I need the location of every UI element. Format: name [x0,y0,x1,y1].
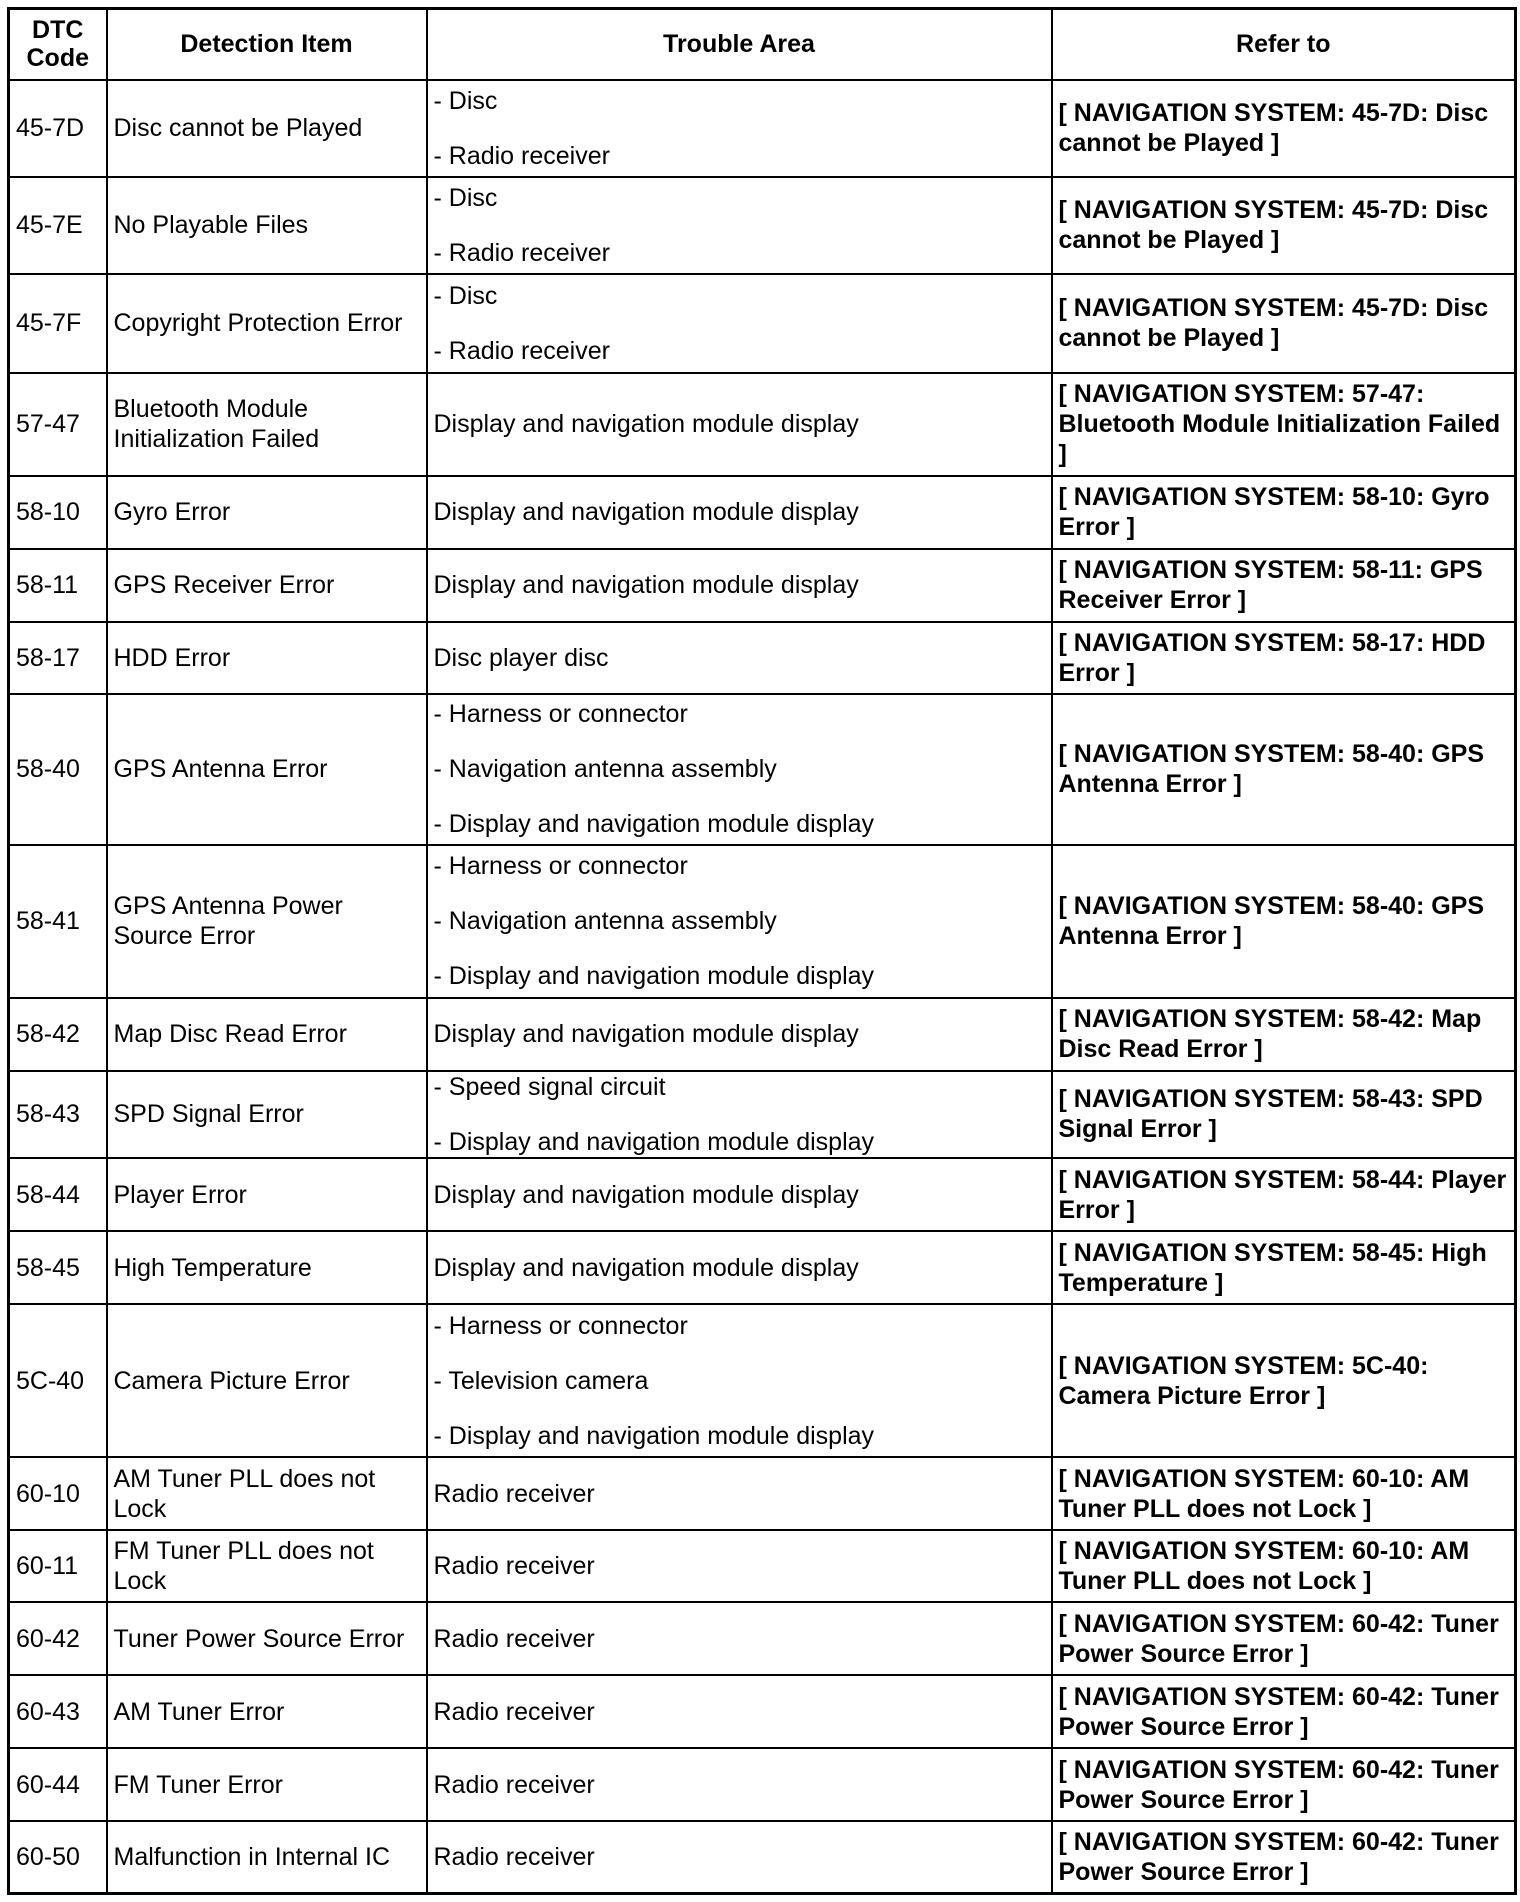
trouble-area-line: - Speed signal circuit [433,1072,666,1101]
table-row [9,274,1516,373]
refer-to-link[interactable]: [ NAVIGATION SYSTEM: 58-43: SPD Signal Error ] [1052,1071,1516,1158]
dtc-code: 60-42 [9,1602,107,1675]
refer-to-link[interactable]: [ NAVIGATION SYSTEM: 58-40: GPS Antenna Error ] [1052,694,1516,845]
trouble-area-line: Display and navigation module display [433,1180,859,1209]
trouble-area-line: Radio receiver [433,1552,595,1581]
table-row [9,694,1516,845]
table-row [9,1530,1516,1602]
trouble-area-line: - Radio receiver [433,141,610,170]
table-header-row [9,9,1516,80]
table-row [9,1675,1516,1748]
trouble-area-line: - Disc [433,183,498,212]
refer-to-link[interactable]: [ NAVIGATION SYSTEM: 45-7D: Disc cannot be Played ] [1052,80,1516,177]
detection-item: AM Tuner Error [107,1675,427,1748]
table-body [9,80,1516,1894]
dtc-code: 60-50 [9,1821,107,1893]
trouble-area [427,177,1052,274]
header-trouble-area: Trouble Area [427,9,1052,80]
trouble-area-line: Display and navigation module display [433,571,859,600]
trouble-area-line: - Display and navigation module display [433,962,875,991]
dtc-code: 58-17 [9,622,107,694]
dtc-code: 57-47 [9,373,107,476]
trouble-area [427,1071,1052,1158]
trouble-area [427,1821,1052,1893]
trouble-area-line: - Harness or connector [433,852,688,881]
table-row [9,1457,1516,1530]
trouble-area-line: Radio receiver [433,1697,595,1726]
trouble-area [427,622,1052,694]
refer-to-link[interactable]: [ NAVIGATION SYSTEM: 58-44: Player Error ] [1052,1158,1516,1231]
detection-item: SPD Signal Error [107,1071,427,1158]
header-dtc-code: DTC Code [9,9,107,80]
table-row [9,1821,1516,1893]
dtc-code: 60-43 [9,1675,107,1748]
trouble-area-line: - Display and navigation module display [433,810,875,839]
table-row [9,1231,1516,1304]
refer-to-link[interactable]: [ NAVIGATION SYSTEM: 5C-40: Camera Picture Error ] [1052,1304,1516,1457]
dtc-code: 58-45 [9,1231,107,1304]
trouble-area-line: Radio receiver [433,1770,595,1799]
table-row [9,373,1516,476]
trouble-area-line: Display and navigation module display [433,410,859,439]
trouble-area [427,1304,1052,1457]
detection-item: Map Disc Read Error [107,998,427,1071]
refer-to-link[interactable]: [ NAVIGATION SYSTEM: 45-7D: Disc cannot be Played ] [1052,177,1516,274]
trouble-area-line: - Harness or connector [433,700,688,729]
detection-item: GPS Receiver Error [107,549,427,622]
trouble-area-line: - Navigation antenna assembly [433,755,777,784]
refer-to-link[interactable]: [ NAVIGATION SYSTEM: 58-10: Gyro Error ] [1052,476,1516,549]
dtc-code: 58-11 [9,549,107,622]
refer-to-link[interactable]: [ NAVIGATION SYSTEM: 58-40: GPS Antenna Error ] [1052,845,1516,998]
dtc-code: 45-7E [9,177,107,274]
refer-to-link[interactable]: [ NAVIGATION SYSTEM: 60-42: Tuner Power Source Error ] [1052,1602,1516,1675]
trouble-area [427,1675,1052,1748]
refer-to-link[interactable]: [ NAVIGATION SYSTEM: 60-42: Tuner Power Source Error ] [1052,1821,1516,1893]
refer-to-link[interactable]: [ NAVIGATION SYSTEM: 58-45: High Temperature ] [1052,1231,1516,1304]
detection-item: HDD Error [107,622,427,694]
table-row [9,1158,1516,1231]
detection-item: Malfunction in Internal IC [107,1821,427,1893]
dtc-code: 60-10 [9,1457,107,1530]
dtc-code: 45-7F [9,274,107,373]
trouble-area-line: Display and navigation module display [433,1020,859,1049]
trouble-area [427,80,1052,177]
refer-to-link[interactable]: [ NAVIGATION SYSTEM: 58-11: GPS Receiver Error ] [1052,549,1516,622]
trouble-area [427,1158,1052,1231]
trouble-area-line: - Radio receiver [433,238,610,267]
trouble-area-line: - Display and navigation module display [433,1127,875,1156]
detection-item: No Playable Files [107,177,427,274]
trouble-area-line: - Disc [433,281,498,310]
table-row [9,622,1516,694]
dtc-code: 45-7D [9,80,107,177]
table-row [9,1602,1516,1675]
trouble-area [427,1748,1052,1821]
trouble-area-line: Radio receiver [433,1479,595,1508]
detection-item: Camera Picture Error [107,1304,427,1457]
refer-to-link[interactable]: [ NAVIGATION SYSTEM: 57-47: Bluetooth Module Initialization Failed ] [1052,373,1516,476]
dtc-code: 58-10 [9,476,107,549]
trouble-area-line: Display and navigation module display [433,1253,859,1282]
refer-to-link[interactable]: [ NAVIGATION SYSTEM: 60-10: AM Tuner PLL does not Lock ] [1052,1457,1516,1530]
table-row [9,177,1516,274]
trouble-area-line: - Display and navigation module display [433,1421,875,1450]
detection-item: Tuner Power Source Error [107,1602,427,1675]
trouble-area-line: Radio receiver [433,1624,595,1653]
trouble-area [427,1602,1052,1675]
detection-item: GPS Antenna Power Source Error [107,845,427,998]
trouble-area-line: - Navigation antenna assembly [433,907,777,936]
table-row [9,998,1516,1071]
dtc-code: 58-41 [9,845,107,998]
detection-item: High Temperature [107,1231,427,1304]
trouble-area-line: Disc player disc [433,643,609,672]
trouble-area-line: Display and navigation module display [433,498,859,527]
trouble-area [427,1530,1052,1602]
refer-to-link[interactable]: [ NAVIGATION SYSTEM: 58-42: Map Disc Read Error ] [1052,998,1516,1071]
dtc-code: 58-44 [9,1158,107,1231]
refer-to-link[interactable]: [ NAVIGATION SYSTEM: 58-17: HDD Error ] [1052,622,1516,694]
trouble-area [427,549,1052,622]
detection-item: AM Tuner PLL does not Lock [107,1457,427,1530]
trouble-area [427,373,1052,476]
refer-to-link[interactable]: [ NAVIGATION SYSTEM: 60-42: Tuner Power Source Error ] [1052,1748,1516,1821]
table-row [9,1304,1516,1457]
table-row [9,476,1516,549]
refer-to-link[interactable]: [ NAVIGATION SYSTEM: 45-7D: Disc cannot be Played ] [1052,274,1516,373]
detection-item: Copyright Protection Error [107,274,427,373]
header-refer-to: Refer to [1052,9,1516,80]
trouble-area [427,845,1052,998]
trouble-area [427,1231,1052,1304]
detection-item: Gyro Error [107,476,427,549]
trouble-area-line: - Television camera [433,1366,649,1395]
trouble-area [427,1457,1052,1530]
detection-item: FM Tuner PLL does not Lock [107,1530,427,1602]
table-row [9,845,1516,998]
dtc-table [7,7,1517,1895]
detection-item: Disc cannot be Played [107,80,427,177]
trouble-area-line: Radio receiver [433,1843,595,1872]
trouble-area-line: - Disc [433,86,498,115]
dtc-code: 58-40 [9,694,107,845]
trouble-area-line: - Radio receiver [433,336,610,365]
refer-to-link[interactable]: [ NAVIGATION SYSTEM: 60-42: Tuner Power Source Error ] [1052,1675,1516,1748]
dtc-code: 5C-40 [9,1304,107,1457]
header-detection-item: Detection Item [107,9,427,80]
table-row [9,80,1516,177]
trouble-area [427,998,1052,1071]
trouble-area [427,476,1052,549]
detection-item: Player Error [107,1158,427,1231]
trouble-area-line: - Harness or connector [433,1311,688,1340]
detection-item: Bluetooth Module Initialization Failed [107,373,427,476]
detection-item: GPS Antenna Error [107,694,427,845]
trouble-area [427,274,1052,373]
table-row [9,1071,1516,1158]
dtc-code: 60-11 [9,1530,107,1602]
table-row [9,1748,1516,1821]
dtc-code: 60-44 [9,1748,107,1821]
dtc-code: 58-43 [9,1071,107,1158]
trouble-area [427,694,1052,845]
dtc-code: 58-42 [9,998,107,1071]
table-row [9,549,1516,622]
refer-to-link[interactable]: [ NAVIGATION SYSTEM: 60-10: AM Tuner PLL does not Lock ] [1052,1530,1516,1602]
detection-item: FM Tuner Error [107,1748,427,1821]
